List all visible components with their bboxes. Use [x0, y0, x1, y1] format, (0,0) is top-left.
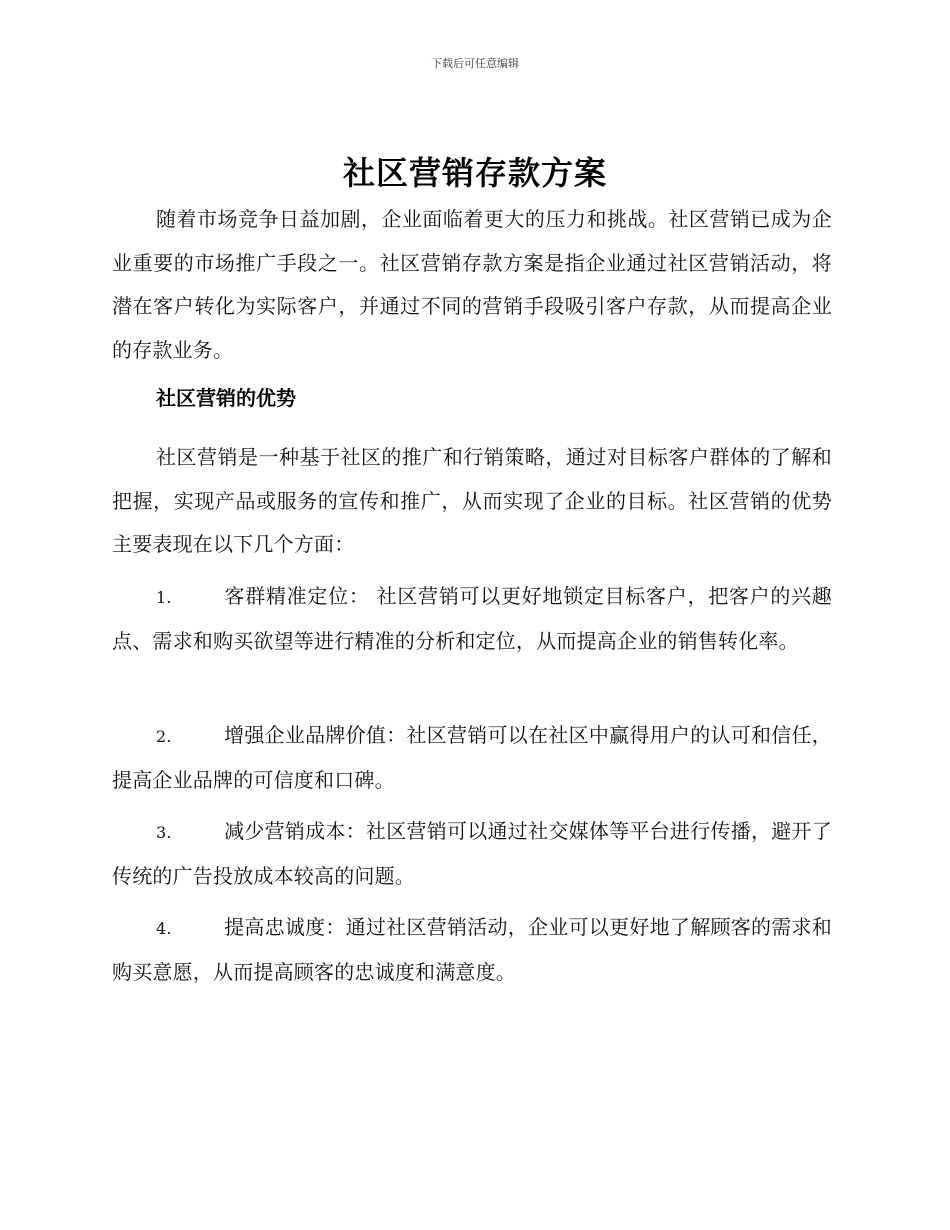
list-item-number: 2. — [156, 727, 172, 746]
list-item-number: 1. — [156, 588, 172, 607]
list-item-number: 3. — [156, 823, 172, 842]
list-item — [112, 906, 832, 994]
list-item-text: 增强企业品牌价值：社区营销可以在社区中赢得用户的认可和信任，提高企业品牌的可信度和口碑。 — [112, 723, 832, 792]
page-title: 社区营销存款方案 — [342, 154, 607, 192]
list-item-number: 4. — [156, 919, 172, 938]
list-item-text: 减少营销成本：社区营销可以通过社交媒体等平台进行传播，避开了传统的广告投放成本较高的问题。 — [112, 819, 832, 888]
intro-paragraph: 随着市场竞争日益加剧，企业面临着更大的压力和挑战。社区营销已成为企业重要的市场推广手段之一。社区营销存款方案是指企业通过社区营销活动，将潜在客户转化为实际客户，并通过不同的营销手段吸引客户存款，从而提高企业的存款业务。 — [112, 207, 832, 362]
header-note: 下载后可任意编辑 — [431, 57, 519, 70]
list-item-text: 提高忠诚度：通过社区营销活动，企业可以更好地了解顾客的需求和购买意愿，从而提高顾客的忠诚度和满意度。 — [112, 915, 832, 984]
section-intro-paragraph: 社区营销是一种基于社区的推广和行销策略，通过对目标客户群体的了解和把握，实现产品或服务的宣传和推广，从而实现了企业的目标。社区营销的优势主要表现在以下几个方面： — [112, 445, 832, 556]
list-item — [112, 810, 832, 898]
section-heading: 社区营销的优势 — [156, 386, 296, 410]
list-item-text: 客群精准定位： 社区营销可以更好地锁定目标客户，把客户的兴趣点、需求和购买欲望等进行精准的分析和定位，从而提高企业的销售转化率。 — [112, 584, 832, 653]
list-item — [112, 714, 832, 802]
list-item — [112, 575, 832, 663]
